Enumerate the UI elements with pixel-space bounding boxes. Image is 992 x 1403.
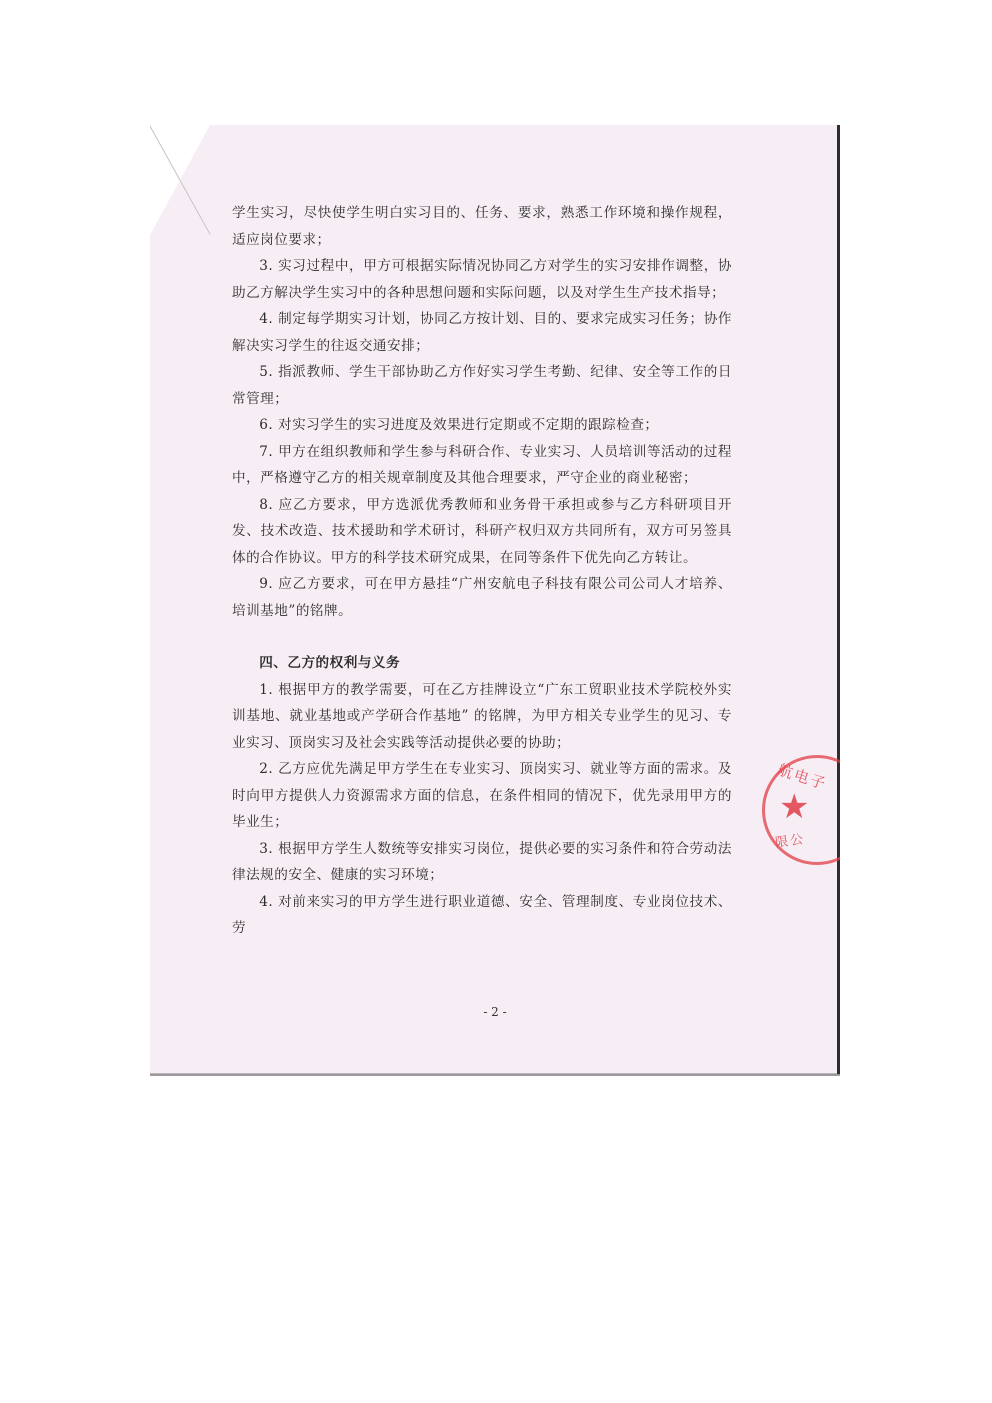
seal-star-icon: ★	[779, 787, 810, 827]
page-number: - 2 -	[483, 1005, 507, 1019]
paragraph: 6. 对实习学生的实习进度及效果进行定期或不定期的跟踪检查；	[259, 417, 659, 433]
page-bottom-edge	[150, 1074, 840, 1076]
paragraph: 2. 乙方应优先满足甲方学生在专业实习、顶岗实习、就业等方面的需求。及时向甲方提供人力资源需求方面的信息，在条件相同的情况下，优先录用甲方的毕业生；	[232, 761, 732, 830]
paragraph: 1. 根据甲方的教学需要，可在乙方挂牌设立“广东工贸职业技术学院校外实训基地、就业基地或产学研合作基地” 的铭牌，为甲方相关专业学生的见习、专业实习、顶岗实习及社会实践等活动提供必要的协助；	[232, 681, 732, 751]
page-right-edge	[837, 125, 840, 1076]
seal-text-bottom: 限公	[774, 831, 807, 851]
company-seal	[762, 755, 840, 865]
paragraph: 7. 甲方在组织教师和学生参与科研合作、专业实习、人员培训等活动的过程中，严格遵守乙方的相关规章制度及其他合理要求，严守企业的商业秘密；	[232, 443, 732, 486]
section-heading: 四、乙方的权利与义务	[259, 655, 401, 671]
scanned-page	[150, 125, 840, 1076]
paragraph: 8. 应乙方要求，甲方选派优秀教师和业务骨干承担或参与乙方科研项目开发、技术改造、技术援助和学术研讨，科研产权归双方共同所有，双方可另签具体的合作协议。甲方的科学技术研究成果，在同等条件下优先向乙方转让。	[232, 496, 732, 566]
paragraph: 9. 应乙方要求，可在甲方悬挂“广州安航电子科技有限公司公司人才培养、培训基地”的铭牌。	[232, 576, 732, 619]
paragraph: 5. 指派教师、学生干部协助乙方作好实习学生考勤、纪律、安全等工作的日常管理；	[232, 364, 732, 407]
document-body	[232, 200, 732, 942]
paragraph: 学生实习，尽快使学生明白实习目的、任务、要求，熟悉工作环境和操作规程，适应岗位要求；	[232, 205, 732, 248]
paragraph: 3. 根据甲方学生人数统等安排实习岗位，提供必要的实习条件和符合劳动法律法规的安全、健康的实习环境；	[232, 840, 732, 883]
paragraph: 4. 制定每学期实习计划，协同乙方按计划、目的、要求完成实习任务；协作解决实习学生的往返交通安排；	[232, 311, 732, 354]
paragraph: 3. 实习过程中，甲方可根据实际情况协同乙方对学生的实习安排作调整，协助乙方解决学生实习中的各种思想问题和实际问题，以及对学生生产技术指导；	[232, 258, 732, 301]
paragraph: 4. 对前来实习的甲方学生进行职业道德、安全、管理制度、专业岗位技术、劳	[232, 893, 732, 936]
seal-text-top: 航电子	[775, 760, 830, 794]
